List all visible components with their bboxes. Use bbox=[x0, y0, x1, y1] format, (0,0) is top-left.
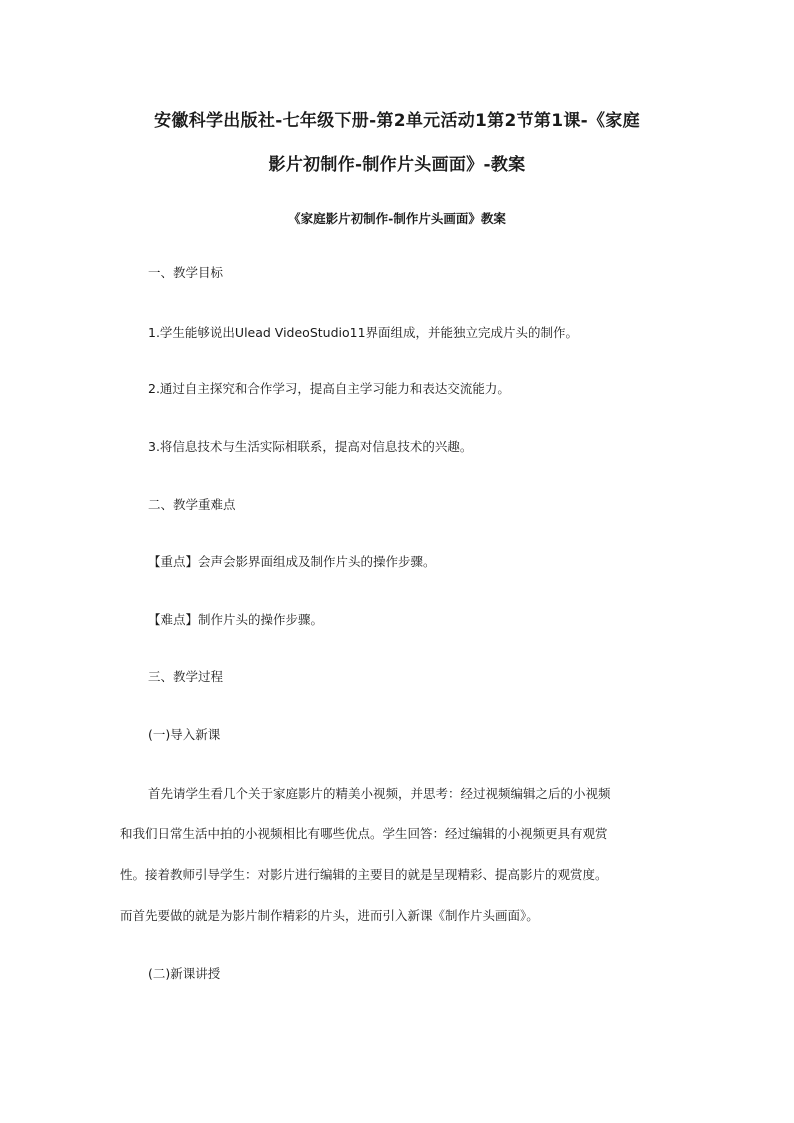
intro-paragraph-line-3: 性。接着教师引导学生：对影片进行编辑的主要目的就是呈现精彩、提高影片的观赏度。 bbox=[120, 867, 608, 882]
section-heading-teaching-goals: 一、教学目标 bbox=[148, 265, 224, 280]
document-title-line-1: 安徽科学出版社-七年级下册-第2单元活动1第2节第1课-《家庭 bbox=[154, 111, 640, 131]
goal-item-3: 3.将信息技术与生活实际相联系，提高对信息技术的兴趣。 bbox=[148, 439, 473, 454]
intro-paragraph-line-2: 和我们日常生活中拍的小视频相比有哪些优点。学生回答：经过编辑的小视频更具有观赏 bbox=[120, 826, 608, 841]
document-subtitle: 《家庭影片初制作-制作片头画面》教案 bbox=[288, 211, 506, 226]
goal-item-1: 1.学生能够说出Ulead VideoStudio11界面组成，并能独立完成片头的制作。 bbox=[148, 325, 579, 340]
difficult-point: 【难点】制作片头的操作步骤。 bbox=[148, 612, 324, 627]
section-heading-teaching-process: 三、教学过程 bbox=[148, 669, 224, 684]
key-point: 【重点】会声会影界面组成及制作片头的操作步骤。 bbox=[148, 554, 436, 569]
subsection-heading-new-lesson: (二)新课讲授 bbox=[148, 966, 221, 981]
intro-paragraph-line-4: 而首先要做的就是为影片制作精彩的片头，进而引入新课《制作片头画面》。 bbox=[120, 908, 539, 923]
goal-item-2: 2.通过自主探究和合作学习，提高自主学习能力和表达交流能力。 bbox=[148, 381, 510, 396]
subsection-heading-intro: (一)导入新课 bbox=[148, 727, 221, 742]
document-title-line-2: 影片初制作-制作片头画面》-教案 bbox=[268, 155, 526, 175]
intro-paragraph-line-1: 首先请学生看几个关于家庭影片的精美小视频，并思考：经过视频编辑之后的小视频 bbox=[148, 786, 611, 801]
section-heading-key-points: 二、教学重难点 bbox=[148, 497, 236, 512]
